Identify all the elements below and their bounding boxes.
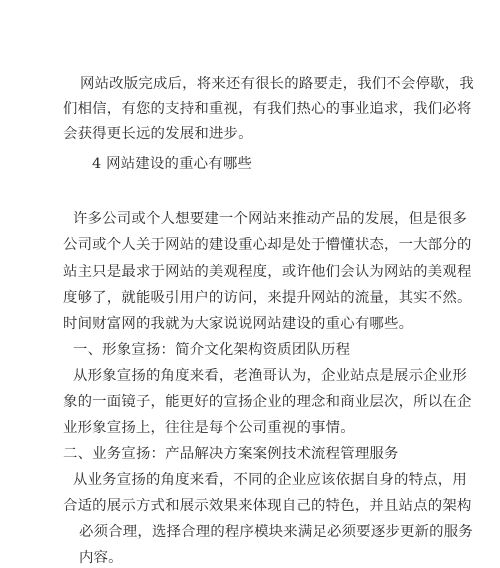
paragraph-line: 许多公司或个人想要建一个网站来推动产品的发展，但是很多 [73, 211, 467, 227]
paragraph-line: 时间财富网的我就为大家说说网站建设的重心有哪些。 [63, 316, 414, 332]
paragraph-line: 合适的展示方式和展示效果来体现自己的特色，并且站点的架构 [63, 498, 472, 514]
paragraph-line: 从形象宣扬的角度来看，老渔哥认为，企业站点是展示企业形 [73, 368, 467, 384]
paragraph-line: 站主只是最求于网站的美观程度，或许他们会认为网站的美观程 [63, 264, 472, 280]
subheading: 二、业务宣扬：产品解决方案案例技术流程管理服务 [63, 446, 399, 462]
paragraph-line: 们相信，有您的支持和重视，有我们热心的事业追求，我们必将 [63, 101, 472, 117]
paragraph-line: 业形象宣扬上，往往是每个公司重视的事情。 [63, 420, 355, 436]
paragraph-line: 从业务宣扬的角度来看，不同的企业应该依据自身的特点，用 [73, 472, 467, 488]
paragraph-line: 必须合理，选择合理的程序模块来满足必须要逐步更新的服务 [79, 524, 473, 540]
paragraph-line: 公司或个人关于网站的建设重心却是处于懵懂状态，一大部分的 [63, 237, 472, 253]
section-heading: 4 网站建设的重心有哪些 [92, 156, 253, 172]
paragraph-line: 度够了，就能吸引用户的访问，来提升网站的流量，其实不然。 [63, 290, 472, 306]
paragraph-line: 内容。 [79, 550, 123, 566]
paragraph-line: 会获得更长远的发展和进步。 [63, 126, 253, 142]
paragraph-line: 象的一面镜子，能更好的宣扬企业的理念和商业层次，所以在企 [63, 394, 472, 410]
subheading: 一、形象宣扬：简介文化架构资质团队历程 [73, 342, 351, 358]
paragraph-line: 网站改版完成后，将来还有很长的路要走，我们不会停歇，我 [80, 76, 474, 92]
